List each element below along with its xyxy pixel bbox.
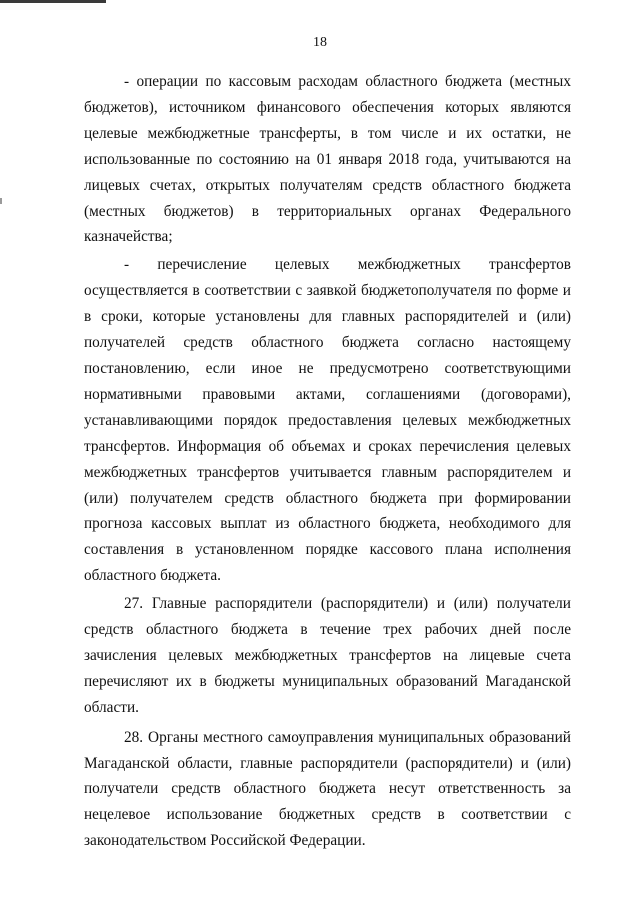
scan-edge-mark: [0, 198, 2, 204]
paragraph-27: 27. Главные распорядители (распорядители) и (или) получатели средств областного бюджета в течение трех рабочих дней после зачисления целевых межбюджетных трансфертов на лицевые счета перечисляют их в бюджеты муниципальных образований Магаданской области.: [84, 595, 571, 716]
paragraph-28: 28. Органы местного самоуправления муниципальных образований Магаданской области, главные распорядители (распорядители) и (или) получатели средств областного бюджета несут ответственность за нецелевое использование бюджетных средств в соответствии с законодательством Российской Федерации.: [84, 728, 571, 850]
page-number: 18: [313, 35, 327, 50]
document-body: [84, 69, 571, 854]
paragraph-transfer-procedure: - перечисление целевых межбюджетных трансфертов осуществляется в соответствии с заявкой бюджетополучателя по форме и в сроки, которые установлены для главных распорядителей и (или) получателей средств областного бюджета согласно настоящему постановлению, если иное не предусмотрено соответствующими нормативными правовыми актами, соглашениями (договорами), устанавливающими порядок предоставления целевых межбюджетных трансфертов. Информация об объемах и сроках перечисления целевых межбюджетных трансфертов учитывается главным распорядителем и (или) получателем средств областного бюджета при формировании прогноза кассовых выплат из областного бюджета, необходимого для составления в установленном порядке кассового плана исполнения областного бюджета.: [84, 256, 571, 585]
paragraph-cash-expenses: - операции по кассовым расходам областного бюджета (местных бюджетов), источником финансового обеспечения которых являются целевые межбюджетные трансферты, в том числе и их остатки, не использованные по состоянию на 01 января 2018 года, учитываются на лицевых счетах, открытых получателям средств областного бюджета (местных бюджетов) в территориальных органах Федерального казначейства;: [84, 73, 571, 246]
scan-corner-mark: [0, 0, 106, 3]
